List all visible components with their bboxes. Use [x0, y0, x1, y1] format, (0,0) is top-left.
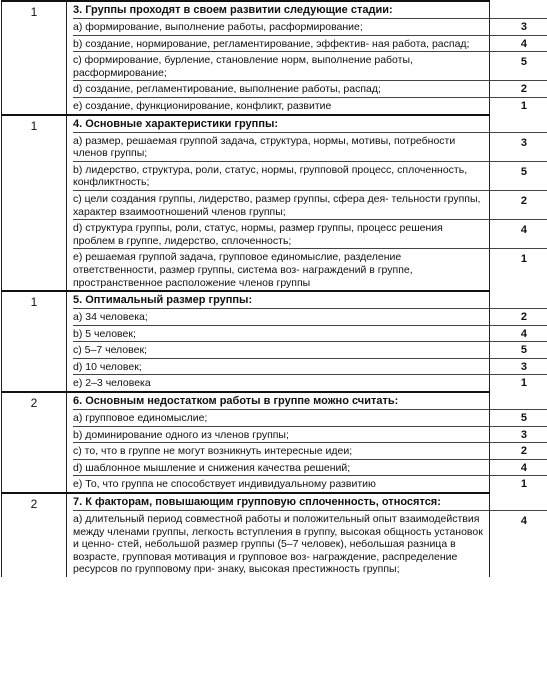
- answer-text: a) формирование, выполнение работы, расформирование;: [73, 21, 363, 33]
- question-row: [2, 493, 490, 577]
- question-weight: 2: [2, 493, 67, 577]
- answer-option: [73, 19, 547, 36]
- answer-text: c) цели создания группы, лидерство, размер группы, сфера дея- тельности группы, характер взаимоотношений членов группы;: [73, 192, 481, 218]
- question-content: [67, 493, 527, 577]
- answer-option: [73, 36, 547, 53]
- question-title: 4. Основные характеристики группы:: [73, 116, 547, 133]
- answer-option: [73, 249, 547, 290]
- question-title: 5. Оптимальный размер группы:: [73, 292, 547, 309]
- answer-text: a) размер, решаемая группой задача, структура, нормы, мотивы, потребности членов группы;: [73, 134, 456, 160]
- answer-option: [73, 410, 547, 427]
- answer-text: b) доминирование одного из членов группы;: [73, 428, 289, 441]
- answer-score: 5: [520, 344, 527, 357]
- answer-text: b) создание, нормирование, регламентирование, эффектив- ная работа, распад;: [73, 37, 470, 50]
- answer-score: 1: [520, 99, 527, 112]
- answer-score: 1: [520, 253, 527, 266]
- answer-score: 2: [520, 83, 527, 96]
- answer-option: [73, 81, 547, 98]
- answer-score: 2: [520, 194, 527, 207]
- answer-option: [73, 98, 547, 114]
- answer-text: a) длительный период совместной работы и положительный опыт взаимодействия между членами группы, легкость вступления в группу, высокая общность установок и ценно- стей, небольшой размер группы (5–7 человек), небольшая разница в возрасте, групповая мотивация и групповое воз- награждение, распределение ресурсов по групповому при- знаку, высокая престижность группы;: [73, 513, 483, 576]
- answer-text: a) групповое единомыслие;: [73, 412, 208, 425]
- answer-option: [73, 427, 547, 444]
- answer-option: [73, 511, 547, 577]
- question-content: [67, 115, 527, 292]
- answer-score: 2: [520, 445, 527, 458]
- answer-text: d) структура группы, роли, статус, нормы, размер группы, процесс решения проблем в группе, лидерство, сплоченность;: [73, 222, 443, 247]
- answer-option: [73, 309, 547, 326]
- answer-text: a) 34 человека;: [73, 311, 148, 324]
- question-content: [67, 1, 527, 115]
- answer-score: 1: [520, 377, 527, 390]
- answer-score: 4: [520, 224, 527, 237]
- answer-option: [73, 191, 547, 220]
- question-weight: 2: [2, 392, 67, 493]
- answer-text: e) решаемая группой задача, групповое единомыслие, разделение ответственности, размер группы, система воз- награждений в группе, пространственное расположение членов группы: [73, 251, 413, 289]
- question-row: [2, 115, 490, 292]
- question-title: 7. К факторам, повышающим групповую сплоченность, относятся:: [73, 494, 547, 511]
- question-row: [2, 291, 490, 392]
- answer-text: e) 2–3 человека: [73, 377, 151, 390]
- question-row: [2, 1, 490, 115]
- question-title: 3. Группы проходят в своем развитии следующие стадии:: [73, 2, 547, 19]
- question-content: [67, 291, 527, 392]
- answer-option: [73, 133, 547, 162]
- answer-score: 4: [520, 515, 527, 528]
- answer-option: [73, 162, 547, 191]
- answer-score: 1: [520, 478, 527, 491]
- answer-text: c) 5–7 человек;: [73, 344, 147, 357]
- answer-text: d) создание, регламентирование, выполнение работы, распад;: [73, 83, 381, 96]
- answer-score: 3: [520, 428, 527, 441]
- answer-score: 4: [520, 37, 527, 50]
- answer-option: [73, 375, 547, 391]
- answer-text: d) шаблонное мышление и снижения качества решений;: [73, 461, 351, 474]
- answer-option: [73, 460, 547, 477]
- answer-option: [73, 52, 547, 81]
- answer-text: b) 5 человек;: [73, 327, 136, 340]
- answer-option: [73, 476, 547, 492]
- answer-text: e) То, что группа не способствует индивидуальному развитию: [73, 478, 376, 491]
- answer-text: e) создание, функционирование, конфликт, развитие: [73, 99, 332, 112]
- answer-score: 3: [520, 360, 527, 373]
- question-weight: 1: [2, 291, 67, 392]
- answer-score: 3: [520, 21, 527, 33]
- answer-text: c) формирование, бурление, становление норм, выполнение работы, расформирование;: [73, 54, 413, 79]
- answer-score: 4: [520, 327, 527, 340]
- answer-text: d) 10 человек;: [73, 360, 142, 373]
- answer-score: 5: [520, 165, 527, 178]
- answer-option: [73, 443, 547, 460]
- answer-score: 3: [520, 136, 527, 149]
- question-weight: 1: [2, 115, 67, 292]
- question-title: 6. Основным недостатком работы в группе можно считать:: [73, 393, 547, 410]
- question-row: [2, 392, 490, 493]
- answer-option: [73, 359, 547, 376]
- answer-option: [73, 220, 547, 249]
- answer-score: 5: [520, 56, 527, 69]
- question-content: [67, 392, 527, 493]
- questions-table: [1, 0, 527, 577]
- answer-text: b) лидерство, структура, роли, статус, нормы, групповой процесс, сплоченность, конфликтность;: [73, 163, 468, 189]
- answer-score: 2: [520, 311, 527, 324]
- question-weight: 1: [2, 1, 67, 115]
- answer-option: [73, 342, 547, 359]
- answer-score: 5: [520, 412, 527, 425]
- answer-text: c) то, что в группе не могут возникнуть интересные идеи;: [73, 445, 353, 458]
- answer-score: 4: [520, 461, 527, 474]
- answer-option: [73, 326, 547, 343]
